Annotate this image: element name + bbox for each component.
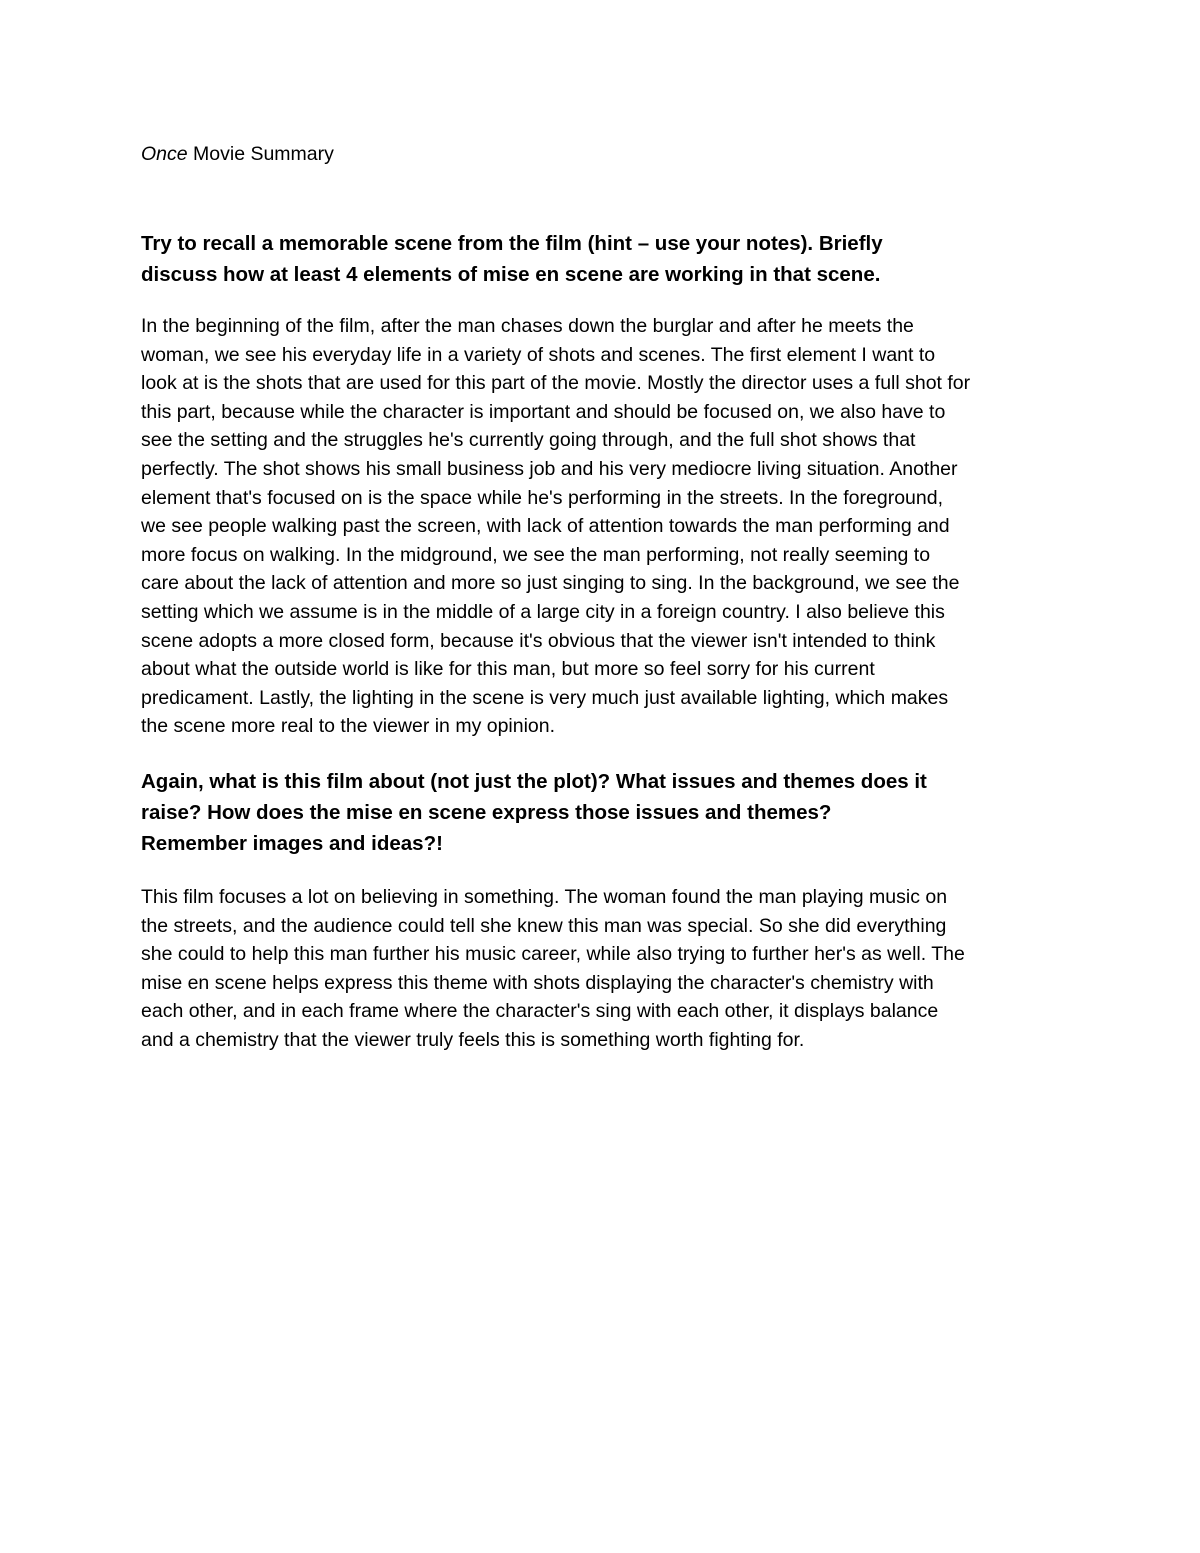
answer-line: see the setting and the struggles he's currently going through, and the full shot shows that: [141, 429, 916, 452]
answer-line: we see people walking past the screen, with lack of attention towards the man performing and: [141, 515, 950, 538]
question-1: [141, 228, 1066, 290]
answer-line: she could to help this man further his music career, while also trying to further her's as well. The: [141, 943, 965, 966]
answer-line: about what the outside world is like for this man, but more so feel sorry for his current: [141, 658, 875, 681]
document-title: [141, 141, 1066, 167]
question-2: [141, 766, 1066, 859]
answer-line: scene adopts a more closed form, because it's obvious that the viewer isn't intended to think: [141, 629, 936, 652]
answer-line: the scene more real to the viewer in my opinion.: [141, 715, 556, 738]
answer-line: woman, we see his everyday life in a variety of shots and scenes. The first element I want to: [141, 343, 936, 366]
answer-line: more focus on walking. In the midground, we see the man performing, not really seeming to: [141, 543, 931, 566]
answer-line: care about the lack of attention and more so just singing to sing. In the background, we see the: [141, 572, 960, 595]
answer-line: This film focuses a lot on believing in something. The woman found the man playing music on: [141, 885, 948, 908]
film-title: Once: [141, 143, 188, 165]
answer-line: and a chemistry that the viewer truly feels this is something worth fighting for.: [141, 1028, 805, 1051]
answer-line: element that's focused on is the space while he's performing in the streets. In the foreground,: [141, 486, 943, 509]
question-line: Again, what is this film about (not just the plot)? What issues and themes does it: [141, 769, 927, 793]
answer-line: this part, because while the character is important and should be focused on, we also have to: [141, 400, 946, 423]
answer-line: predicament. Lastly, the lighting in the scene is very much just available lighting, which makes: [141, 686, 949, 709]
answer-line: the streets, and the audience could tell she knew this man was special. So she did everything: [141, 914, 947, 937]
document-body: [141, 141, 1066, 1054]
question-line: Remember images and ideas?!: [141, 831, 443, 855]
answer-line: perfectly. The shot shows his small business job and his very mediocre living situation. Another: [141, 457, 958, 480]
answer-1: [141, 312, 1066, 741]
answer-line: look at is the shots that are used for this part of the movie. Mostly the director uses a full shot for: [141, 372, 971, 395]
question-line: discuss how at least 4 elements of mise en scene are working in that scene.: [141, 263, 881, 286]
question-line: raise? How does the mise en scene express those issues and themes?: [141, 800, 832, 824]
answer-line: mise en scene helps express this theme with shots displaying the character's chemistry with: [141, 971, 934, 994]
answer-line: each other, and in each frame where the character's sing with each other, it displays balance: [141, 1000, 939, 1023]
answer-2: [141, 883, 1066, 1055]
title-suffix: Movie Summary: [187, 143, 334, 165]
answer-line: setting which we assume is in the middle of a large city in a foreign country. I also believe this: [141, 600, 945, 623]
question-line: Try to recall a memorable scene from the film (hint – use your notes). Briefly: [141, 232, 883, 255]
answer-line: In the beginning of the film, after the man chases down the burglar and after he meets the: [141, 315, 914, 337]
